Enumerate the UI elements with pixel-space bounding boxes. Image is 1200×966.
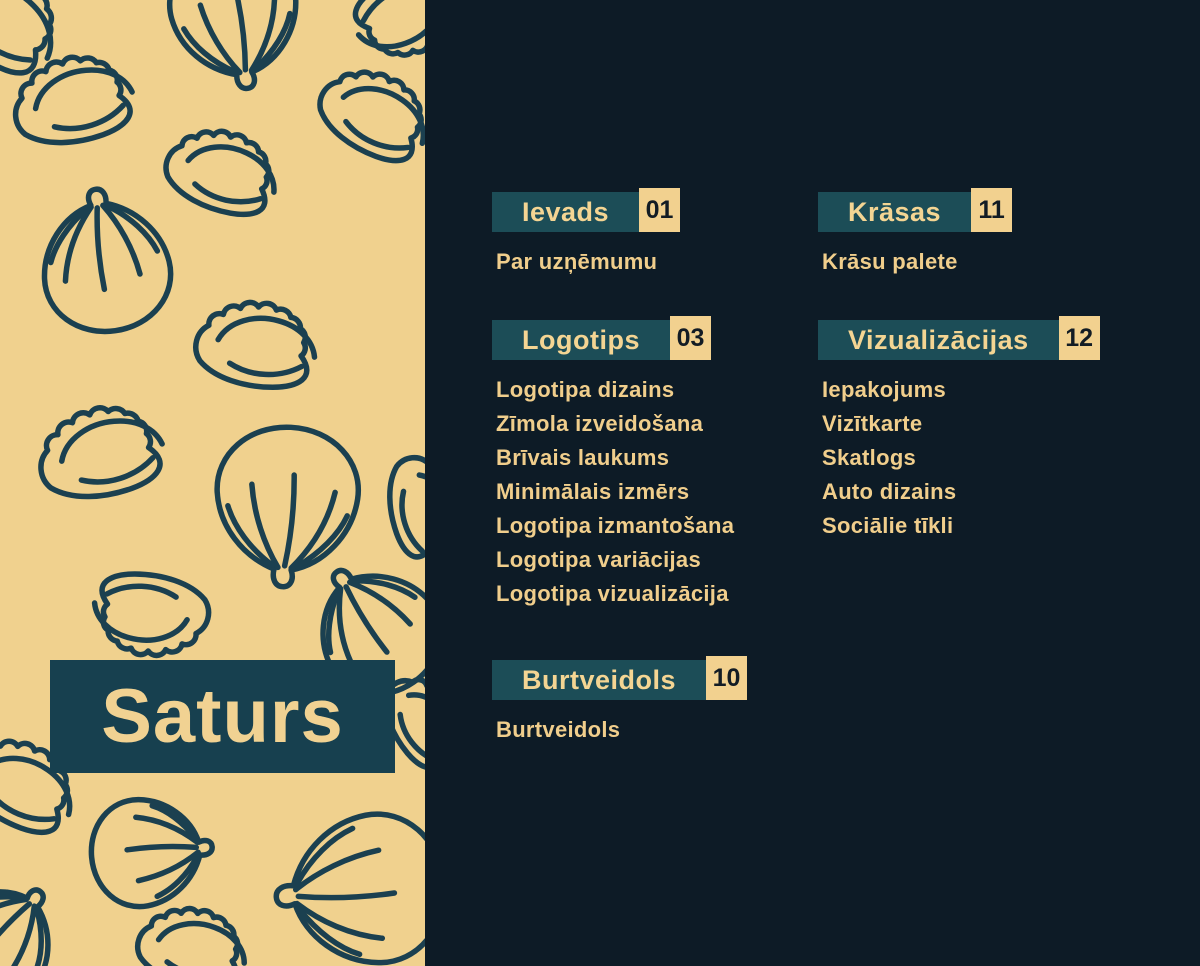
section-title-ievads[interactable] — [492, 192, 639, 232]
toc-item[interactable]: Logotipa izmantošana — [496, 513, 735, 538]
toc-item[interactable]: Burtveidols — [496, 717, 621, 742]
toc-section-logotips — [492, 316, 734, 611]
dumpling-pattern-illustration — [0, 0, 425, 966]
toc-column-left — [492, 0, 832, 966]
toc-section-vizualizacijas — [818, 316, 1100, 543]
toc-item[interactable]: Krāsu palete — [822, 249, 958, 274]
section-header — [818, 316, 1100, 360]
section-number-badge — [706, 656, 747, 700]
section-item-list — [822, 245, 1012, 279]
toc-item[interactable]: Skatlogs — [822, 445, 917, 470]
section-number-badge — [639, 188, 680, 232]
left-panel — [0, 0, 425, 966]
section-item-list — [496, 245, 680, 279]
page-title: Saturs — [101, 674, 344, 759]
section-title-label: Vizualizācijas — [848, 324, 1029, 355]
toc-item[interactable]: Logotipa variācijas — [496, 547, 701, 572]
section-header — [492, 316, 734, 360]
section-title-label: Ievads — [522, 196, 610, 227]
toc-column-right — [818, 0, 1158, 966]
toc-item[interactable]: Minimālais izmērs — [496, 479, 690, 504]
section-header — [492, 188, 680, 232]
section-number-badge — [670, 316, 711, 360]
section-title-logotips[interactable] — [492, 320, 670, 360]
section-number-badge — [1059, 316, 1100, 360]
section-header — [492, 656, 747, 700]
toc-item[interactable]: Brīvais laukums — [496, 445, 670, 470]
toc-item[interactable]: Vizītkarte — [822, 411, 923, 436]
section-title-label: Logotips — [522, 324, 640, 355]
toc-item[interactable]: Iepakojums — [822, 377, 947, 402]
toc-section-ievads — [492, 188, 680, 279]
section-title-label: Burtveidols — [522, 664, 677, 695]
section-number: 12 — [1065, 323, 1094, 352]
section-title-vizualizacijas[interactable] — [818, 320, 1059, 360]
section-number: 10 — [712, 663, 741, 692]
section-title-krasas[interactable] — [818, 192, 971, 232]
section-item-list — [496, 713, 747, 747]
section-title-burtveidols[interactable] — [492, 660, 706, 700]
section-title-label: Krāsas — [848, 196, 942, 227]
section-number: 03 — [676, 323, 705, 352]
toc-item[interactable]: Par uzņēmumu — [496, 249, 658, 274]
toc-item[interactable]: Logotipa vizualizācija — [496, 581, 729, 606]
contents-title-box — [50, 660, 395, 773]
section-number-badge — [971, 188, 1012, 232]
toc-section-krasas — [818, 188, 1012, 279]
toc-section-burtveidols — [492, 656, 747, 747]
toc-item[interactable]: Sociālie tīkli — [822, 513, 954, 538]
section-item-list — [822, 373, 1100, 543]
section-number: 01 — [645, 195, 674, 224]
toc-item[interactable]: Auto dizains — [822, 479, 957, 504]
toc-item[interactable]: Zīmola izveidošana — [496, 411, 704, 436]
toc-item[interactable]: Logotipa dizains — [496, 377, 675, 402]
section-number: 11 — [978, 195, 1005, 224]
section-header — [818, 188, 1012, 232]
section-item-list — [496, 373, 734, 611]
